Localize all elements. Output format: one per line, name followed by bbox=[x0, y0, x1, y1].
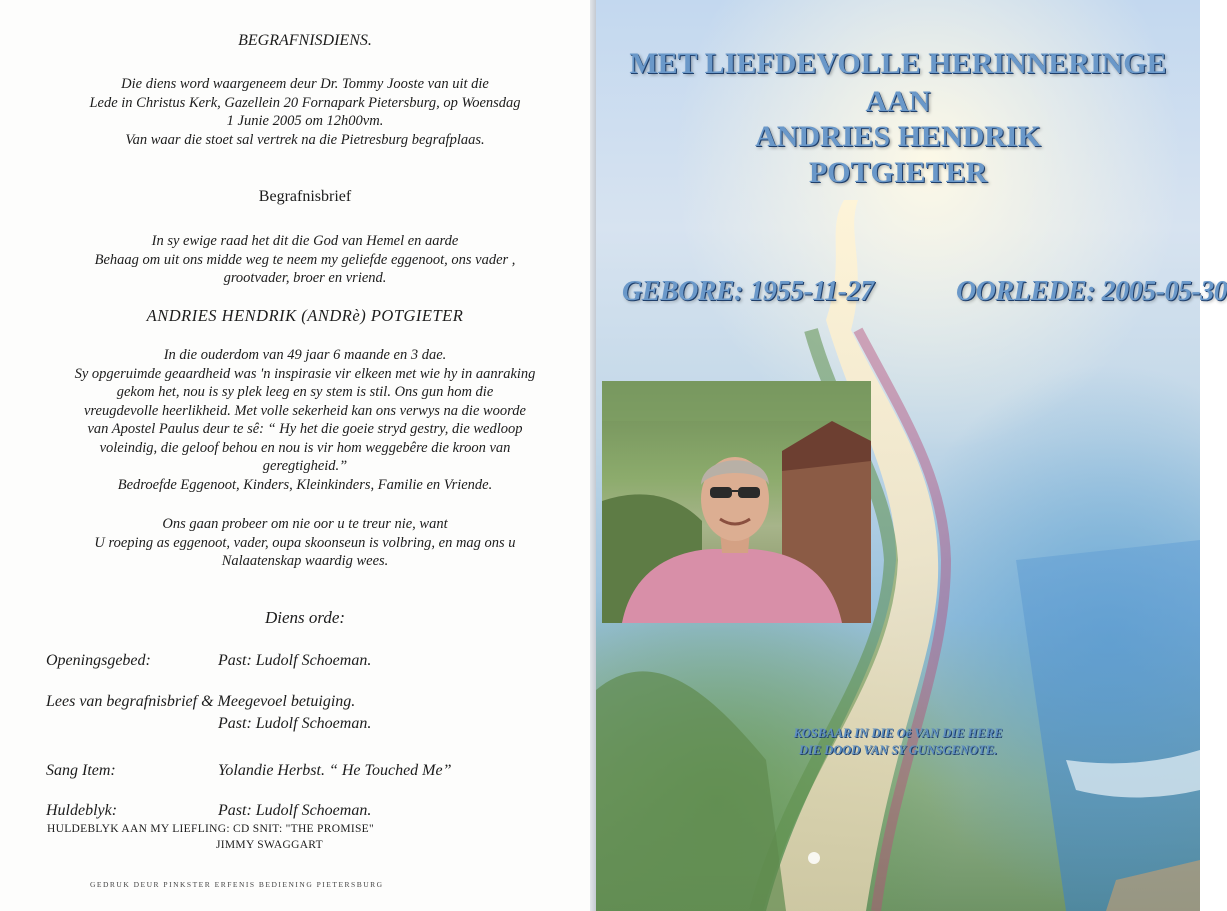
printer-footer: GEDRUK DEUR PINKSTER ERFENIS BEDIENING PIETERSBURG bbox=[90, 880, 384, 889]
memorial-name-line: POTGIETER bbox=[808, 156, 988, 189]
left-page bbox=[0, 0, 590, 911]
died-date: OORLEDE: 2005-05-30 bbox=[956, 276, 1227, 307]
order-row-opening bbox=[46, 652, 372, 670]
age-line: gekom het, nou is sy plek leeg en sy stem is stil. Ons gun hom die bbox=[116, 384, 494, 400]
order-title: Diens orde: bbox=[264, 608, 346, 627]
scripture-caption-line: DIE DOOD VAN SY GUNSGENOTE. bbox=[798, 743, 998, 757]
closing-paragraph bbox=[30, 515, 580, 571]
letter-line: Behaag om uit ons midde weg te neem my geliefde eggenoot, ons vader , bbox=[94, 251, 516, 268]
scripture-caption-line: KOSBAAR IN DIE Oë VAN DIE HERE bbox=[793, 726, 1003, 740]
tribute-caps: HULDEBLYK AAN MY LIEFLING: CD SNIT: "THE PROMISE" bbox=[47, 823, 375, 835]
portrait-image bbox=[602, 381, 871, 623]
memorial-title-line: MET LIEFDEVOLLE HERINNERINGE bbox=[629, 47, 1167, 80]
letter-line: grootvader, broer en vriend. bbox=[223, 270, 387, 286]
service-line: Die diens word waargeneem deur Dr. Tommy Jooste van uit die bbox=[121, 76, 489, 92]
age-line: Bedroefde Eggenoot, Kinders, Kleinkinders, Familie en Vriende. bbox=[117, 476, 493, 493]
order-value: Past: Ludolf Schoeman. bbox=[218, 652, 372, 669]
order-value: Past: Ludolf Schoeman. bbox=[218, 802, 372, 819]
service-line: Van waar die stoet sal vertrek na die Pietresburg begrafplaas. bbox=[125, 131, 485, 148]
age-line: van Apostel Paulus deur te sê: “ Hy het die goeie stryd gestry, die wedloop bbox=[87, 421, 523, 437]
order-row-reading bbox=[46, 693, 355, 711]
age-line: voleindig, die geloof behou en nou is vir hom weggebêre die kroon van bbox=[99, 439, 511, 456]
tribute-caps: JIMMY SWAGGART bbox=[216, 839, 323, 851]
letter-paragraph bbox=[30, 232, 580, 288]
order-label: Huldeblyk: bbox=[46, 802, 118, 819]
closing-line: Ons gaan probeer om nie oor u te treur nie, want bbox=[162, 516, 448, 532]
age-line: geregtigheid.” bbox=[262, 458, 348, 474]
order-label: Openingsgebed: bbox=[46, 652, 151, 669]
age-line: Sy opgeruimde geaardheid was 'n inspirasie vir elkeen met wie hy in aanraking bbox=[74, 365, 536, 382]
age-line: vreugdevolle heerlikheid. Met volle sekerheid kan ons verwys na die woorde bbox=[84, 402, 526, 419]
letter-title: Begrafnisbrief bbox=[258, 188, 352, 205]
order-label: Lees van begrafnisbrief & Meegevoel betuiging. bbox=[46, 693, 356, 710]
age-paragraph bbox=[30, 346, 580, 494]
memorial-name-line: ANDRIES HENDRIK bbox=[755, 120, 1041, 153]
portrait-photo bbox=[602, 381, 871, 623]
born-date: GEBORE: 1955-11-27 bbox=[622, 276, 874, 307]
order-value: Past: Ludolf Schoeman. bbox=[218, 715, 372, 732]
service-line: 1 Junie 2005 om 12h00vm. bbox=[226, 113, 384, 129]
order-row-tribute bbox=[46, 802, 372, 820]
age-line: In die ouderdom van 49 jaar 6 maande en 3 dae. bbox=[163, 347, 447, 363]
order-row-song bbox=[46, 762, 452, 780]
closing-line: Nalaatenskap waardig wees. bbox=[221, 553, 389, 569]
service-heading: BEGRAFNISDIENS. bbox=[238, 32, 372, 49]
closing-line: U roeping as eggenoot, vader, oupa skoonseun is volbring, en mag ons u bbox=[94, 534, 516, 551]
memorial-title-line: AAN bbox=[865, 85, 931, 118]
deceased-name: ANDRIES HENDRIK (ANDRè) POTGIETER bbox=[146, 306, 464, 325]
letter-line: In sy ewige raad het dit die God van Hemel en aarde bbox=[151, 233, 459, 249]
right-page bbox=[596, 0, 1227, 911]
order-value: Yolandie Herbst. “ He Touched Me” bbox=[218, 762, 452, 779]
service-paragraph bbox=[30, 75, 580, 149]
service-line: Lede in Christus Kerk, Gazellein 20 Fornapark Pietersburg, op Woensdag bbox=[89, 94, 521, 111]
order-label: Sang Item: bbox=[46, 762, 116, 779]
